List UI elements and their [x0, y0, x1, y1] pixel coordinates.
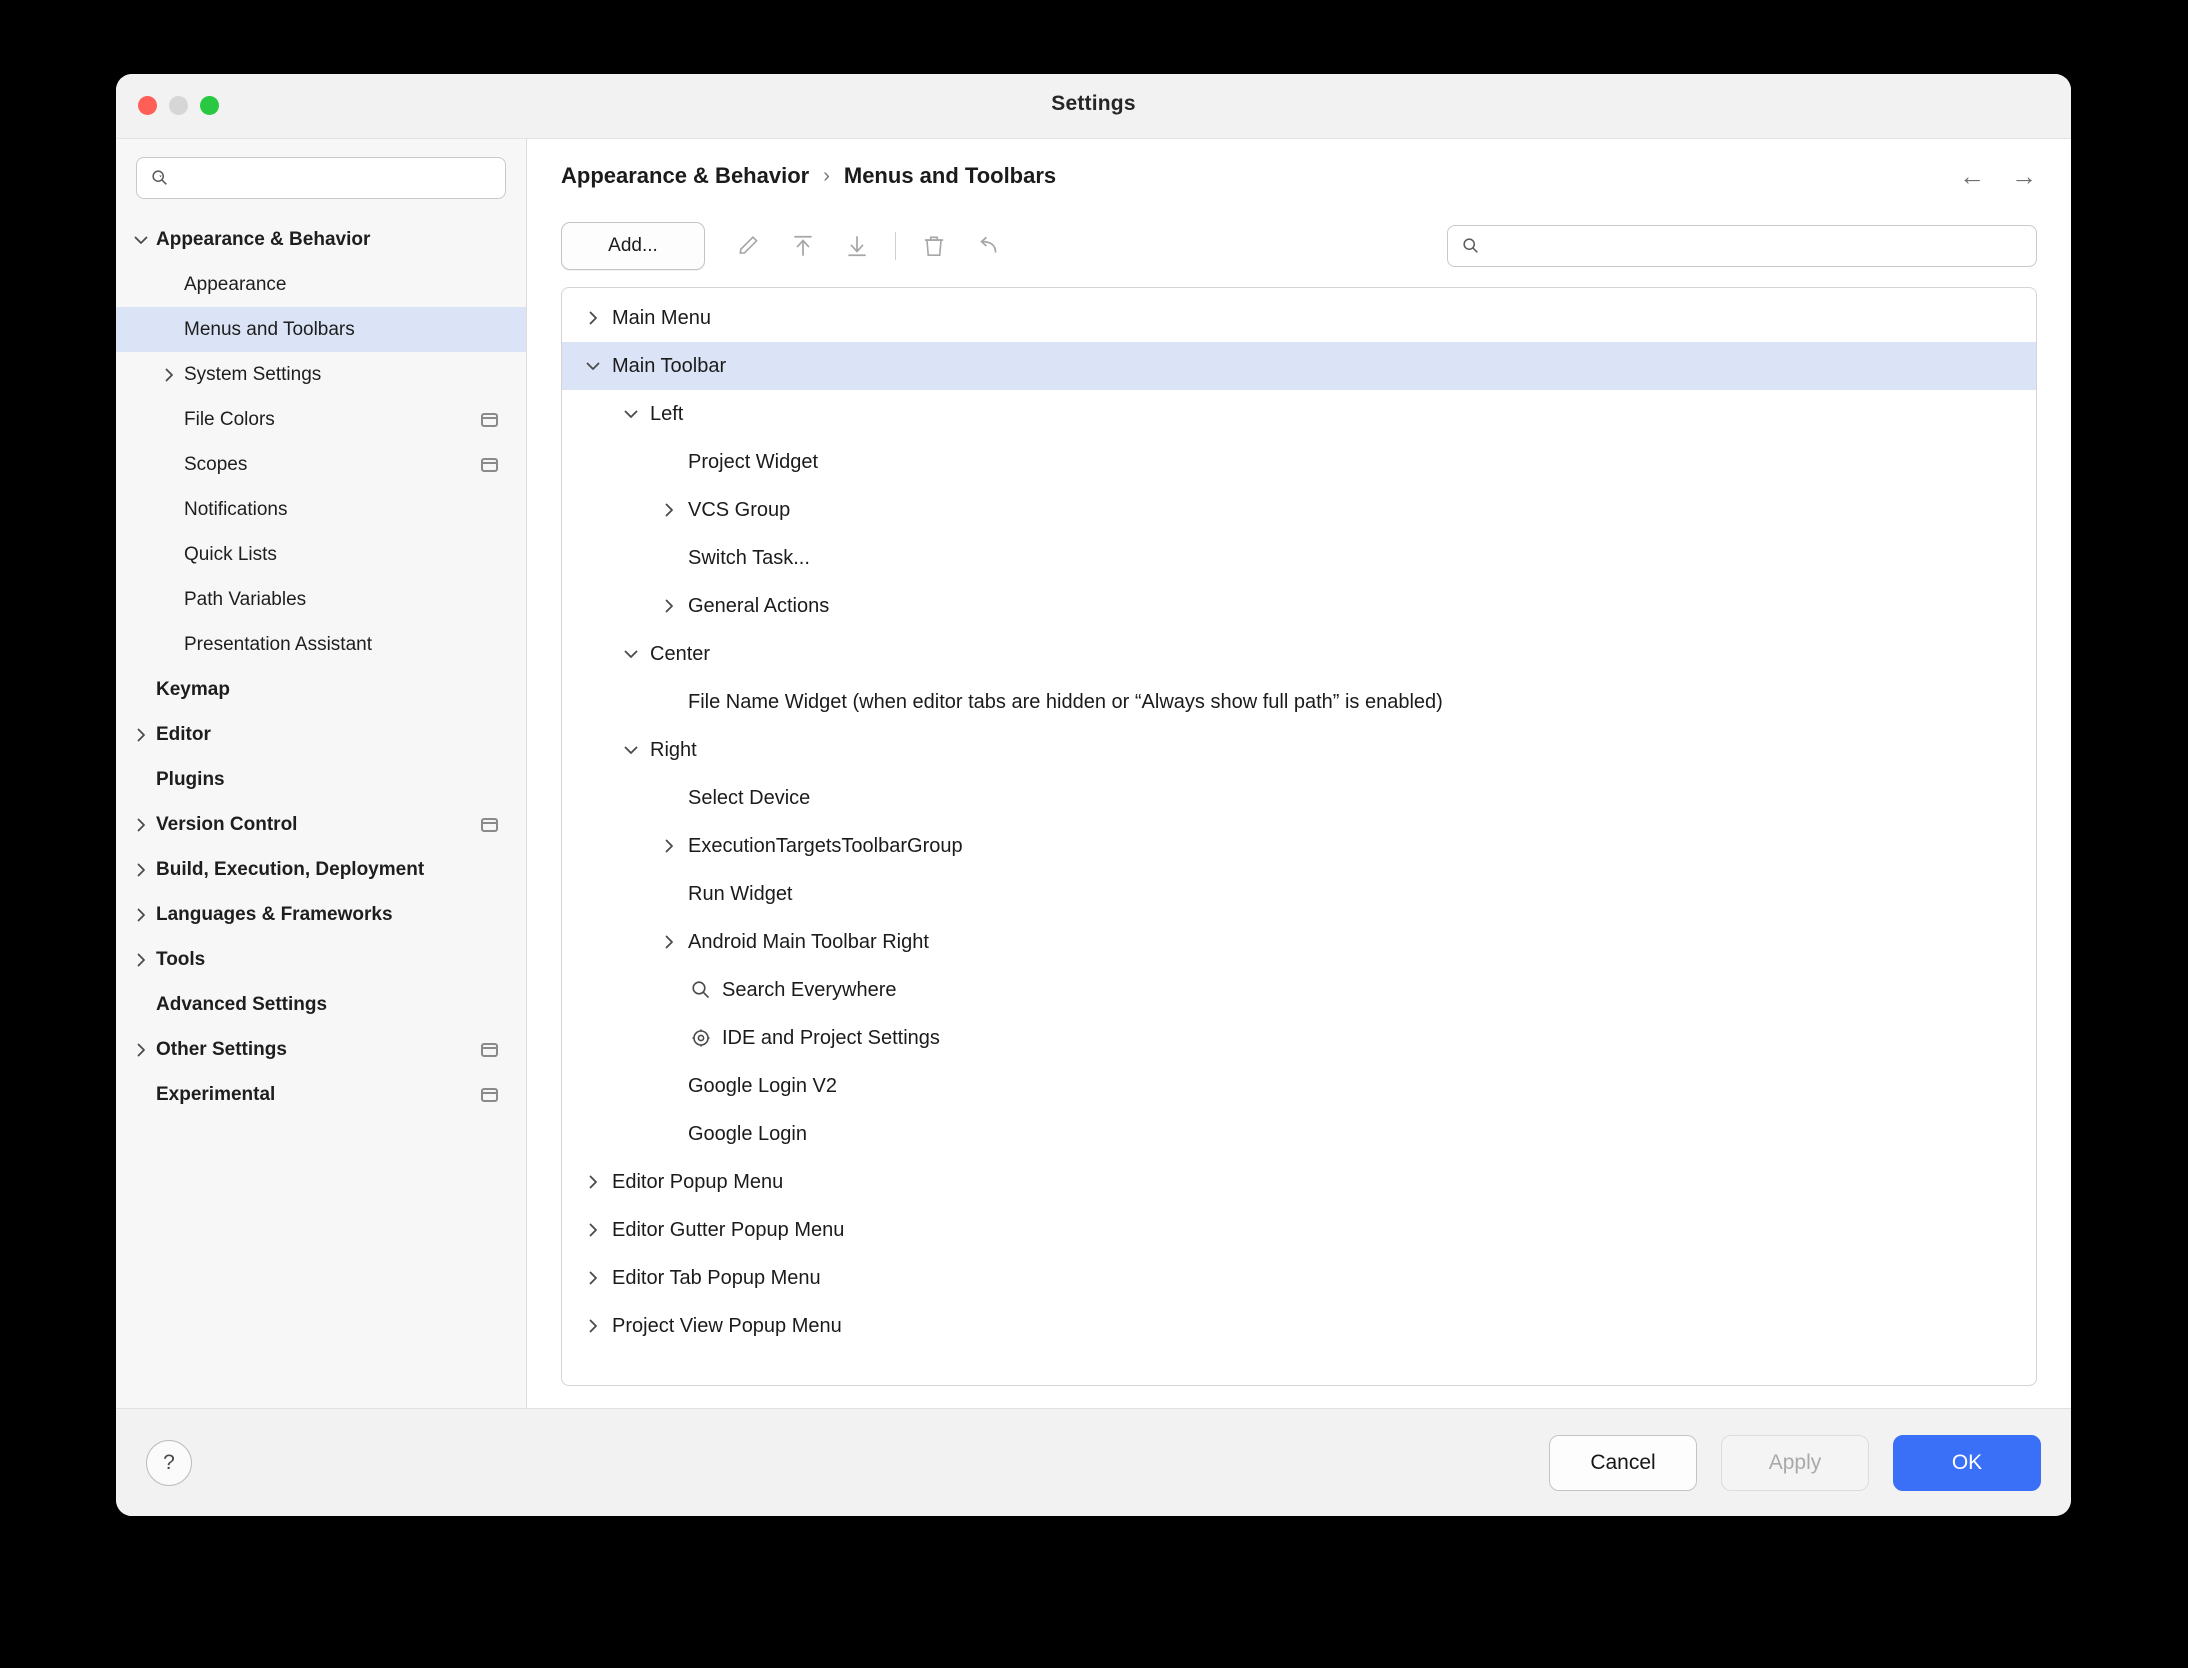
sidebar-item-label: Appearance [184, 273, 287, 295]
help-button[interactable]: ? [146, 1440, 192, 1486]
sidebar-item-label: Presentation Assistant [184, 633, 372, 655]
tree-row-label: Search Everywhere [722, 978, 897, 1001]
sidebar-item-label: Experimental [156, 1083, 276, 1105]
history-nav [1959, 163, 2037, 189]
breadcrumb-item-1[interactable]: Appearance & Behavior [561, 163, 810, 188]
sidebar-item-system-settings[interactable] [116, 352, 526, 397]
sidebar-item-plugins[interactable] [116, 757, 526, 802]
tree-row-label: Main Toolbar [612, 354, 727, 377]
settings-main-panel [527, 139, 2071, 1408]
sidebar-item-advanced-settings[interactable] [116, 982, 526, 1027]
settings-window [116, 74, 2071, 1516]
tree-toolbar [561, 213, 2037, 279]
tree-row[interactable] [562, 1062, 2036, 1110]
chevron-right-icon[interactable] [580, 1265, 606, 1291]
chevron-right-icon[interactable] [130, 859, 152, 881]
tree-row[interactable] [562, 582, 2036, 630]
sidebar-item-menus-and-toolbars[interactable] [116, 307, 526, 352]
sidebar-item-label: System Settings [184, 363, 322, 385]
delete-icon[interactable] [910, 222, 958, 270]
tree-row-label: Google Login [688, 1122, 807, 1145]
sidebar-item-label: Scopes [184, 453, 248, 475]
tree-row-label: Run Widget [688, 882, 793, 905]
add-button[interactable]: Add... [561, 222, 705, 270]
tree-search-input[interactable] [1488, 236, 1962, 256]
tree-row[interactable] [562, 726, 2036, 774]
settings-category-tree [116, 211, 526, 1408]
chevron-right-icon[interactable] [580, 1313, 606, 1339]
sidebar-item-label: Advanced Settings [156, 993, 328, 1015]
project-scope-badge-icon [481, 1043, 498, 1057]
sidebar-item-quick-lists[interactable] [116, 532, 526, 577]
title-bar [116, 74, 2071, 139]
sidebar-item-label: Version Control [156, 813, 298, 835]
tree-row[interactable] [562, 342, 2036, 390]
tree-row-label: Google Login V2 [688, 1074, 838, 1097]
chevron-down-icon[interactable] [580, 353, 606, 379]
window-body [116, 139, 2071, 1408]
tree-row-label: Right [650, 738, 697, 761]
restore-icon[interactable] [964, 222, 1012, 270]
sidebar-item-appearance[interactable] [116, 262, 526, 307]
sidebar-item-keymap[interactable] [116, 667, 526, 712]
chevron-right-icon[interactable] [656, 833, 682, 859]
tree-row-label: Android Main Toolbar Right [688, 930, 929, 953]
tree-search-box[interactable] [1447, 225, 2037, 267]
tree-row[interactable] [562, 678, 2036, 726]
sidebar-search-input[interactable] [177, 168, 475, 188]
tree-row-label: Editor Tab Popup Menu [612, 1266, 821, 1289]
tree-row-label: Main Menu [612, 306, 711, 329]
tree-row-label: File Name Widget (when editor tabs are hidden or “Always show full path” is enabled) [688, 690, 1443, 713]
sidebar-item-label: Menus and Toolbars [184, 318, 355, 340]
search-icon [151, 169, 169, 187]
sidebar-item-label: Languages & Frameworks [156, 903, 393, 925]
chevron-down-icon[interactable] [618, 401, 644, 427]
project-scope-badge-icon [481, 1088, 498, 1102]
tree-row-label: Left [650, 402, 684, 425]
sidebar-item-file-colors[interactable] [116, 397, 526, 442]
tree-row[interactable] [562, 1110, 2036, 1158]
toolbar-divider [895, 232, 896, 260]
breadcrumb-item-2: Menus and Toolbars [843, 163, 1057, 188]
tree-row-label: Project Widget [688, 450, 819, 473]
tree-row-label: Center [650, 642, 711, 665]
search-icon [1462, 237, 1480, 255]
tree-row-label: Editor Popup Menu [612, 1170, 784, 1193]
sidebar-item-languages-frameworks[interactable] [116, 892, 526, 937]
sidebar-item-other-settings[interactable] [116, 1027, 526, 1072]
tree-row-label: Project View Popup Menu [612, 1314, 842, 1337]
tree-row[interactable] [562, 822, 2036, 870]
toolbar-icon-group [725, 222, 1012, 270]
sidebar-search-container [116, 139, 526, 211]
tree-row-label: ExecutionTargetsToolbarGroup [688, 834, 963, 857]
gear-icon [688, 1025, 714, 1051]
menus-toolbars-tree [561, 287, 2037, 1386]
sidebar-item-version-control[interactable] [116, 802, 526, 847]
back-arrow-icon[interactable]: ← [1959, 161, 1985, 191]
tree-row[interactable] [562, 1158, 2036, 1206]
sidebar-item-editor[interactable] [116, 712, 526, 757]
tree-row[interactable] [562, 1302, 2036, 1350]
sidebar-item-presentation-assistant[interactable] [116, 622, 526, 667]
cancel-button[interactable]: Cancel [1549, 1435, 1697, 1491]
tree-row[interactable] [562, 486, 2036, 534]
dialog-footer [116, 1408, 2071, 1516]
tree-row[interactable] [562, 1206, 2036, 1254]
sidebar-item-label: Appearance & Behavior [156, 228, 371, 250]
sidebar-item-label: Other Settings [156, 1038, 287, 1060]
chevron-down-icon[interactable] [130, 229, 152, 251]
move-up-icon[interactable] [779, 222, 827, 270]
chevron-right-icon[interactable] [130, 1039, 152, 1061]
sidebar-item-label: Keymap [156, 678, 230, 700]
sidebar-item-path-variables[interactable] [116, 577, 526, 622]
tree-row[interactable] [562, 438, 2036, 486]
project-scope-badge-icon [481, 413, 498, 427]
sidebar-item-label: Notifications [184, 498, 288, 520]
chevron-right-icon[interactable] [130, 724, 152, 746]
sidebar-item-label: Plugins [156, 768, 225, 790]
chevron-right-icon[interactable] [130, 949, 152, 971]
sidebar-item-tools[interactable] [116, 937, 526, 982]
chevron-right-icon[interactable] [158, 364, 180, 386]
tree-row-label: VCS Group [688, 498, 791, 521]
tree-filter-search [1447, 225, 2037, 267]
settings-sidebar [116, 139, 527, 1408]
tree-row[interactable] [562, 1254, 2036, 1302]
tree-row-label: Switch Task... [688, 546, 810, 569]
window-title: Settings [1051, 92, 1136, 115]
chevron-right-icon[interactable] [130, 904, 152, 926]
chevron-right-icon[interactable] [656, 929, 682, 955]
sidebar-item-notifications[interactable] [116, 487, 526, 532]
sidebar-item-scopes[interactable] [116, 442, 526, 487]
tree-row[interactable] [562, 534, 2036, 582]
tree-row[interactable] [562, 294, 2036, 342]
sidebar-search-box[interactable] [136, 157, 506, 199]
breadcrumb [561, 139, 2037, 213]
chevron-right-icon[interactable] [580, 305, 606, 331]
tree-row-label: Select Device [688, 786, 811, 809]
apply-button[interactable]: Apply [1721, 1435, 1869, 1491]
tree-row[interactable] [562, 918, 2036, 966]
tree-row[interactable] [562, 390, 2036, 438]
sidebar-item-experimental[interactable] [116, 1072, 526, 1117]
search-icon [688, 977, 714, 1003]
breadcrumb-separator: › [823, 164, 830, 187]
chevron-right-icon[interactable] [656, 593, 682, 619]
tree-row-label: IDE and Project Settings [722, 1026, 940, 1049]
edit-icon[interactable] [725, 222, 773, 270]
footer-buttons [1549, 1435, 2041, 1491]
chevron-down-icon[interactable] [618, 737, 644, 763]
project-scope-badge-icon [481, 818, 498, 832]
chevron-right-icon[interactable] [580, 1169, 606, 1195]
tree-row-label: General Actions [688, 594, 830, 617]
sidebar-item-label: File Colors [184, 408, 275, 430]
tree-row[interactable] [562, 870, 2036, 918]
sidebar-item-label: Editor [156, 723, 211, 745]
sidebar-item-build-execution-deployment[interactable] [116, 847, 526, 892]
chevron-down-icon[interactable] [618, 641, 644, 667]
chevron-right-icon[interactable] [130, 814, 152, 836]
sidebar-item-label: Path Variables [184, 588, 307, 610]
sidebar-item-label: Build, Execution, Deployment [156, 858, 425, 880]
sidebar-item-label: Quick Lists [184, 543, 277, 565]
sidebar-item-appearance-behavior[interactable] [116, 217, 526, 262]
project-scope-badge-icon [481, 458, 498, 472]
tree-row[interactable] [562, 966, 2036, 1014]
sidebar-item-label: Tools [156, 948, 206, 970]
forward-arrow-icon[interactable]: → [2011, 161, 2037, 191]
tree-row[interactable] [562, 774, 2036, 822]
tree-row[interactable] [562, 630, 2036, 678]
tree-row-label: Editor Gutter Popup Menu [612, 1218, 845, 1241]
tree-row[interactable] [562, 1014, 2036, 1062]
chevron-right-icon[interactable] [580, 1217, 606, 1243]
chevron-right-icon[interactable] [656, 497, 682, 523]
ok-button[interactable]: OK [1893, 1435, 2041, 1491]
move-down-icon[interactable] [833, 222, 881, 270]
